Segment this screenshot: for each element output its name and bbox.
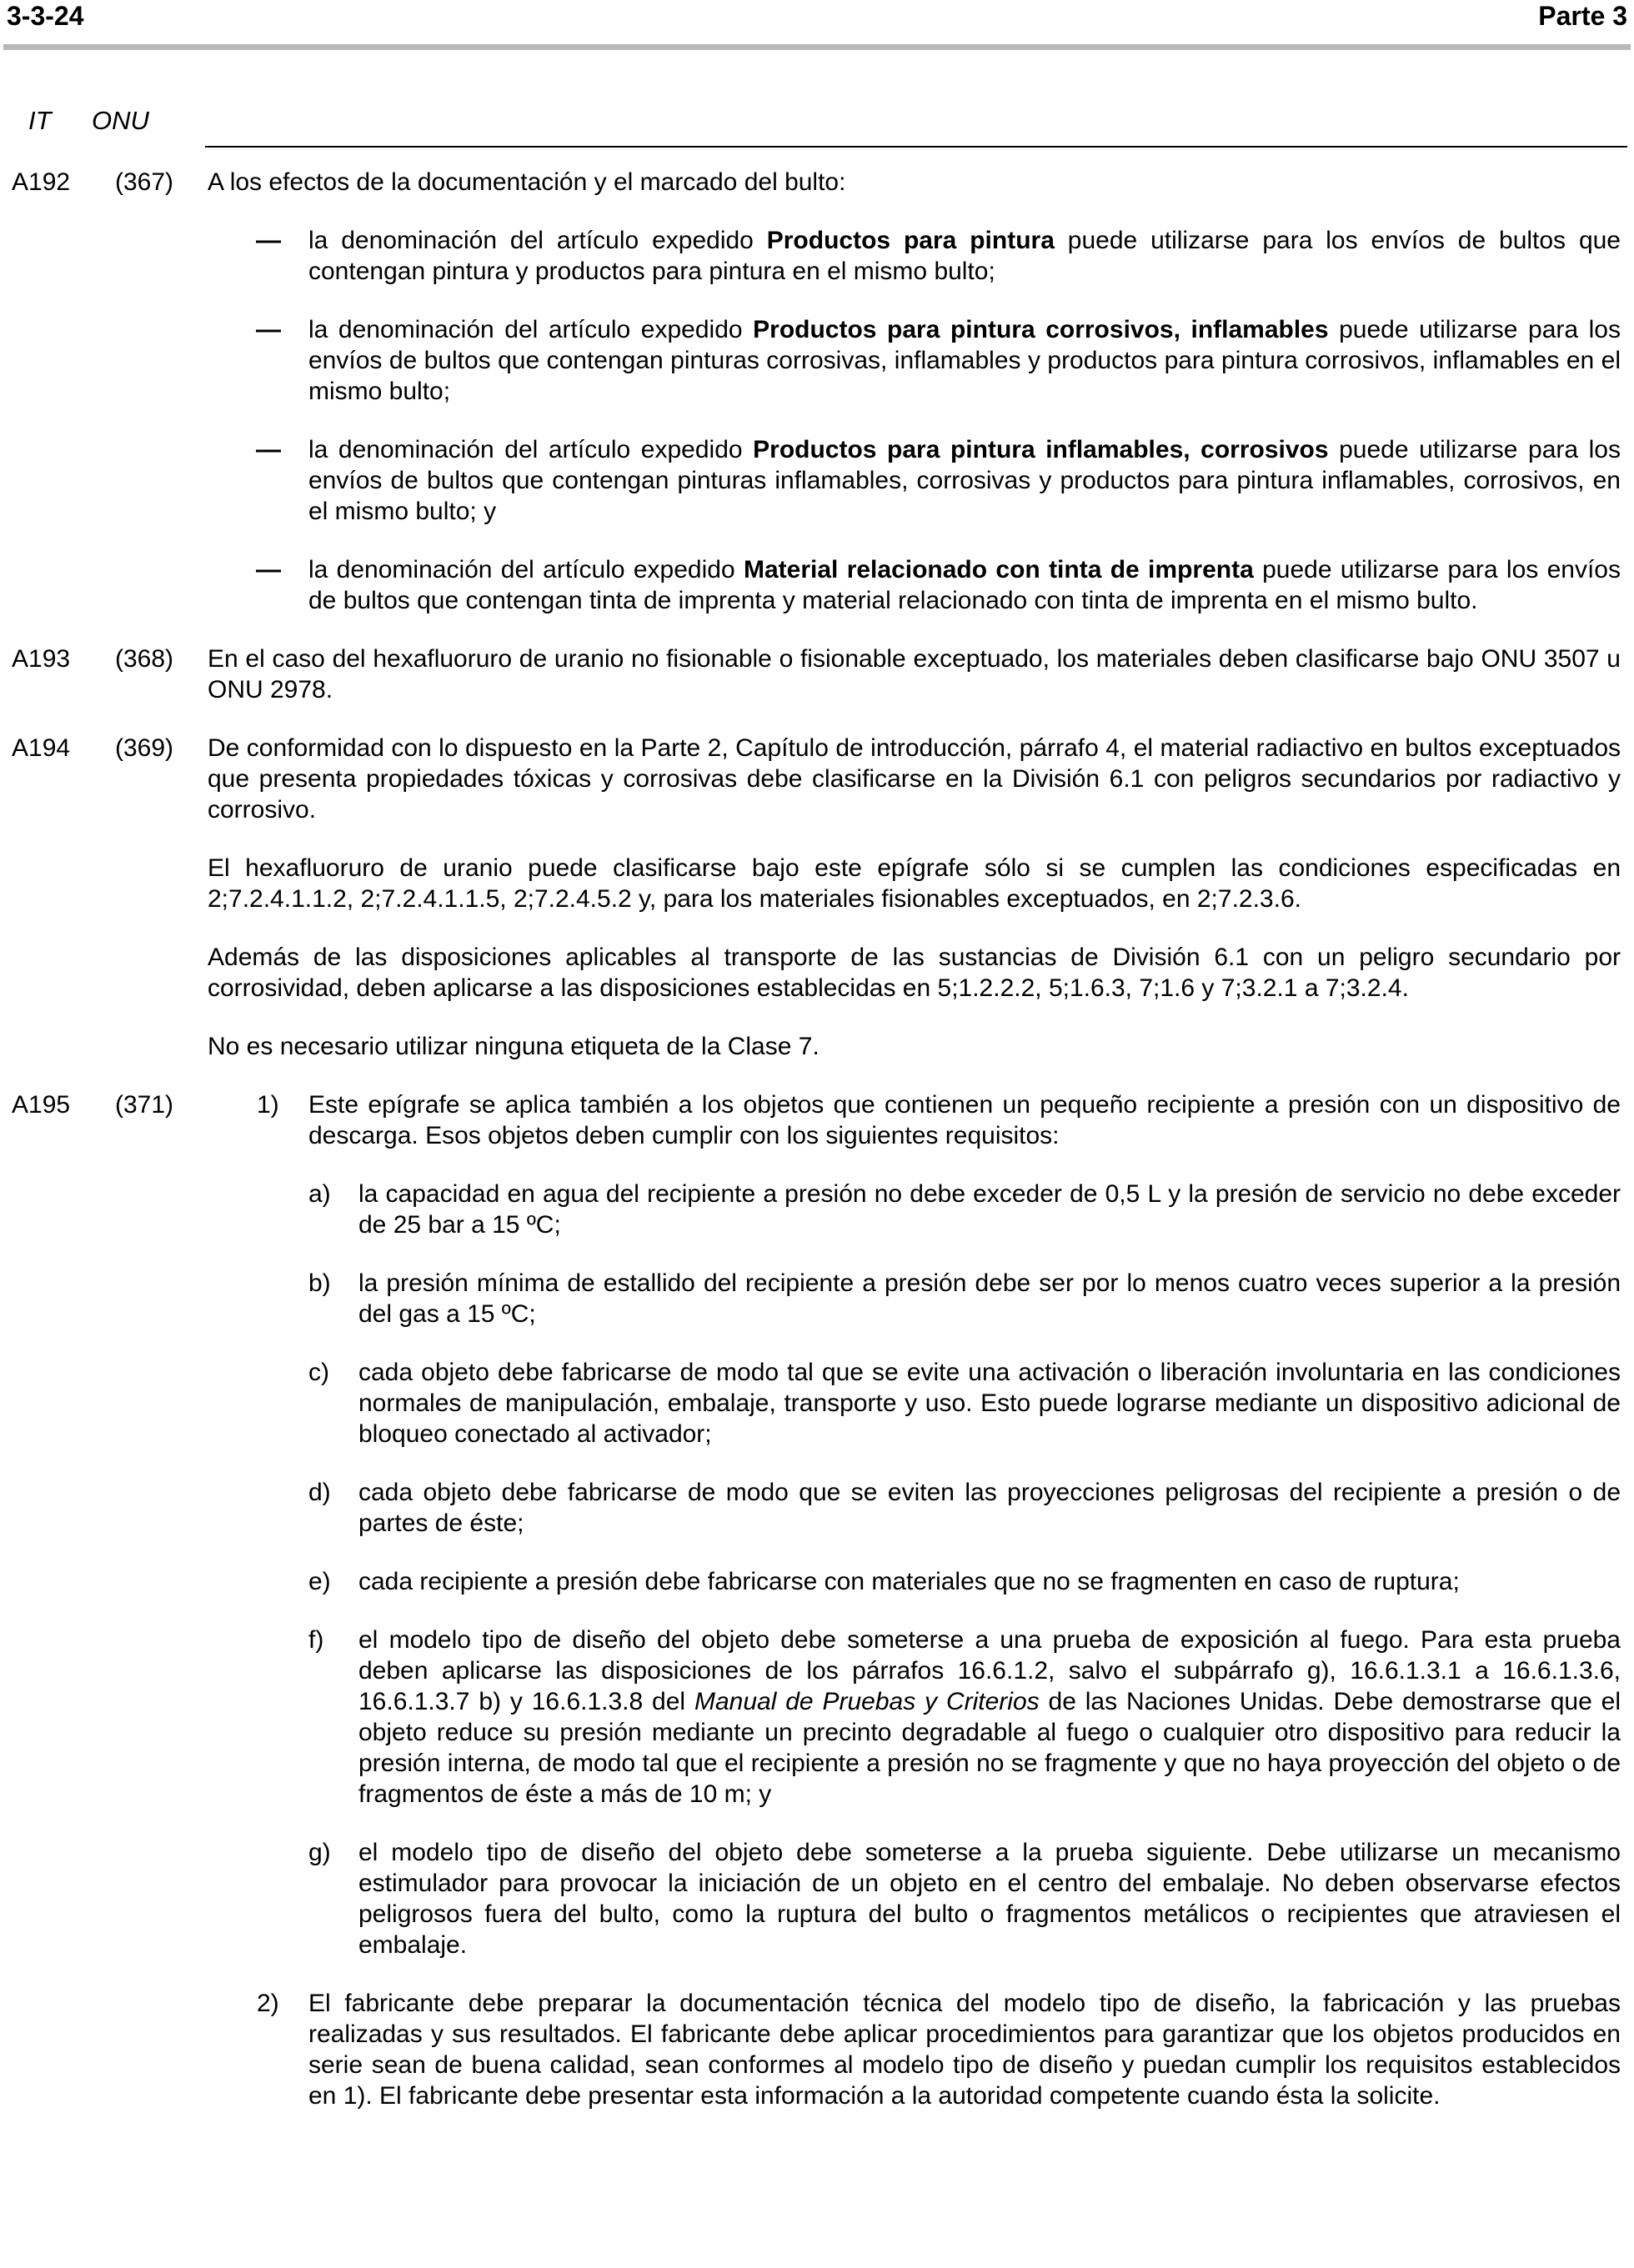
provisions-content xyxy=(0,167,1634,2139)
item-text: puede utilizarse para los envíos de bultos que contengan pintura y productos para pintura en el mismo bulto; xyxy=(308,227,1621,285)
numbered-item-1 xyxy=(208,1089,1621,1960)
provision-a193 xyxy=(0,643,1634,705)
requirement-text: de las Naciones Unidas. Debe demostrarse que el objeto reduce su presión mediante un precinto degradable al fuego o cualquier otro dispositivo para reducir la presión interna, de modo tal que el recipiente a presión no se fragmente y que no haya proyección del objeto o de fragmentos de éste a más de 10 m; y xyxy=(358,1688,1621,1808)
part-label: Parte 3 xyxy=(1538,1,1627,31)
item-letter: f) xyxy=(308,1626,324,1654)
dash-item xyxy=(208,314,1621,407)
shipping-name: Material relacionado con tinta de imprenta xyxy=(743,556,1254,583)
item-text: Este epígrafe se aplica también a los objetos que contienen un pequeño recipiente a presión con un dispositivo de descarga. Esos objetos deben cumplir con los siguientes requisitos: xyxy=(308,1091,1621,1149)
column-header-rule xyxy=(205,146,1627,148)
item-letter: b) xyxy=(308,1269,331,1297)
shipping-name: Productos para pintura xyxy=(766,227,1055,254)
em-dash-bullet: — xyxy=(256,227,281,254)
column-header-onu: ONU xyxy=(92,106,149,135)
provision-paragraph: Además de las disposiciones aplicables al transporte de las sustancias de División 6.1 con un peligro secundario por corrosividad, deben aplicarse a las disposiciones establecidas en 5;1.2.2.2, 5;1.6.3, 7;1.6 y 7;3.2.1 a 7;3.2.4. xyxy=(208,944,1621,1002)
em-dash-bullet: — xyxy=(256,316,281,343)
dash-item xyxy=(208,554,1621,616)
em-dash-bullet: — xyxy=(256,436,281,463)
item-letter: a) xyxy=(308,1180,331,1208)
item-text: la denominación del artículo expedido xyxy=(308,227,767,254)
item-number: 2) xyxy=(257,1990,279,2017)
item-number: 1) xyxy=(257,1091,279,1119)
requirement-a xyxy=(308,1179,1621,1240)
item-letter: d) xyxy=(308,1479,331,1506)
manual-title: Manual de Pruebas y Criterios xyxy=(694,1688,1040,1715)
numbered-item-2 xyxy=(208,1988,1621,2111)
item-letter: e) xyxy=(308,1568,331,1595)
page-header xyxy=(7,0,1627,32)
requirement-text: el modelo tipo de diseño del objeto debe someterse a una prueba de exposición al fuego. Para esta prueba deben aplicarse las disposiciones de los párrafos 16.6.1.2, salvo el subpárrafo g), 16.6.1.3.1 a 16.6.1.3.6, 16.6.1.3.7 b) y 16.6.1.3.8 del xyxy=(358,1626,1621,1715)
provision-a195 xyxy=(0,1089,1634,2111)
requirement-f xyxy=(308,1625,1621,1810)
requirements-list xyxy=(308,1179,1621,1960)
item-text: puede utilizarse para los envíos de bultos que contengan pinturas inflamables, corrosivas y productos para pintura inflamables, corrosivos, en el mismo bulto; y xyxy=(308,436,1621,525)
requirement-c xyxy=(308,1357,1621,1449)
dash-item xyxy=(208,225,1621,287)
item-letter: c) xyxy=(308,1359,329,1386)
onu-code: (369) xyxy=(115,734,174,762)
requirement-text: cada objeto debe fabricarse de modo tal que se evite una activación o liberación involuntaria en las condiciones normales de manipulación, embalaje, transporte y uso. Esto puede lograrse mediante un dispositivo adicional de bloqueo conectado al activador; xyxy=(358,1359,1621,1448)
requirement-e xyxy=(308,1566,1621,1597)
onu-code: (368) xyxy=(115,645,174,673)
shipping-name: Productos para pintura corrosivos, inflamables xyxy=(753,316,1329,343)
item-text: la denominación del artículo expedido xyxy=(308,316,754,343)
requirement-text: la capacidad en agua del recipiente a presión no debe exceder de 0,5 L y la presión de servicio no debe exceder de 25 bar a 15 ºC; xyxy=(358,1180,1621,1239)
provision-a194 xyxy=(0,733,1634,1062)
requirement-d xyxy=(308,1477,1621,1539)
it-code: A195 xyxy=(12,1091,71,1119)
provision-paragraph: El hexafluoruro de uranio puede clasificarse bajo este epígrafe sólo si se cumplen las condiciones especificadas en 2;7.2.4.1.1.2, 2;7.2.4.1.1.5, 2;7.2.4.5.2 y, para los materiales fisionables exceptuados, en 2;7.2.3.6. xyxy=(208,854,1621,913)
requirement-text: cada recipiente a presión debe fabricarse con materiales que no se fragmenten en caso de ruptura; xyxy=(358,1568,1460,1595)
dash-item xyxy=(208,434,1621,527)
it-code: A194 xyxy=(12,734,71,762)
requirement-text: el modelo tipo de diseño del objeto debe someterse a la prueba siguiente. Debe utilizarse un mecanismo estimulador para provocar la iniciación de un objeto en el centro del embalaje. No deben observarse efectos peligrosos fuera del bulto, como la ruptura del bulto o fragmentos metálicos o recipientes que atraviesen el embalaje. xyxy=(358,1839,1621,1959)
item-text: puede utilizarse para los envíos de bultos que contengan pinturas corrosivas, inflamables y productos para pintura corrosivos, inflamables en el mismo bulto; xyxy=(308,316,1621,405)
item-text: la denominación del artículo expedido xyxy=(308,436,754,463)
item-text: la denominación del artículo expedido xyxy=(308,556,744,583)
provision-a192 xyxy=(0,167,1634,616)
provision-paragraph: De conformidad con lo dispuesto en la Parte 2, Capítulo de introducción, párrafo 4, el material radiactivo en bultos exceptuados que presenta propiedades tóxicas y corrosivas debe clasificarse en la División 6.1 con peligros secundarios por radiactivo y corrosivo. xyxy=(208,734,1621,824)
provision-text: En el caso del hexafluoruro de uranio no fisionable o fisionable exceptuado, los materiales deben clasificarse bajo ONU 3507 u ONU 2978. xyxy=(208,645,1621,703)
requirement-g xyxy=(308,1837,1621,1960)
shipping-name: Productos para pintura inflamables, corrosivos xyxy=(753,436,1329,463)
item-text: El fabricante debe preparar la documentación técnica del modelo tipo de diseño, la fabricación y las pruebas realizadas y sus resultados. El fabricante debe aplicar procedimientos para garantizar que los objetos producidos en serie sean de buena calidad, sean conformes al modelo tipo de diseño y puedan cumplir los requisitos establecidos en 1). El fabricante debe presentar esta información a la autoridad competente cuando ésta la solicite. xyxy=(308,1990,1621,2110)
item-text: puede utilizarse para los envíos de bultos que contengan tinta de imprenta y material relacionado con tinta de imprenta en el mismo bulto. xyxy=(308,556,1621,614)
item-letter: g) xyxy=(308,1839,331,1866)
requirement-b xyxy=(308,1268,1621,1329)
it-code: A192 xyxy=(12,168,71,196)
page-number: 3-3-24 xyxy=(7,1,84,31)
requirement-text: la presión mínima de estallido del recipiente a presión debe ser por lo menos cuatro veces superior a la presión del gas a 15 ºC; xyxy=(358,1269,1621,1328)
header-rule xyxy=(3,44,1631,50)
provision-intro: A los efectos de la documentación y el marcado del bulto: xyxy=(208,168,846,196)
column-header-it: IT xyxy=(28,106,52,135)
onu-code: (367) xyxy=(115,168,174,196)
onu-code: (371) xyxy=(115,1091,174,1119)
it-code: A193 xyxy=(12,645,71,673)
em-dash-bullet: — xyxy=(256,556,281,583)
requirement-text: cada objeto debe fabricarse de modo que se eviten las proyecciones peligrosas del recipiente a presión o de partes de éste; xyxy=(358,1479,1621,1537)
provision-paragraph: No es necesario utilizar ninguna etiqueta de la Clase 7. xyxy=(208,1033,820,1060)
